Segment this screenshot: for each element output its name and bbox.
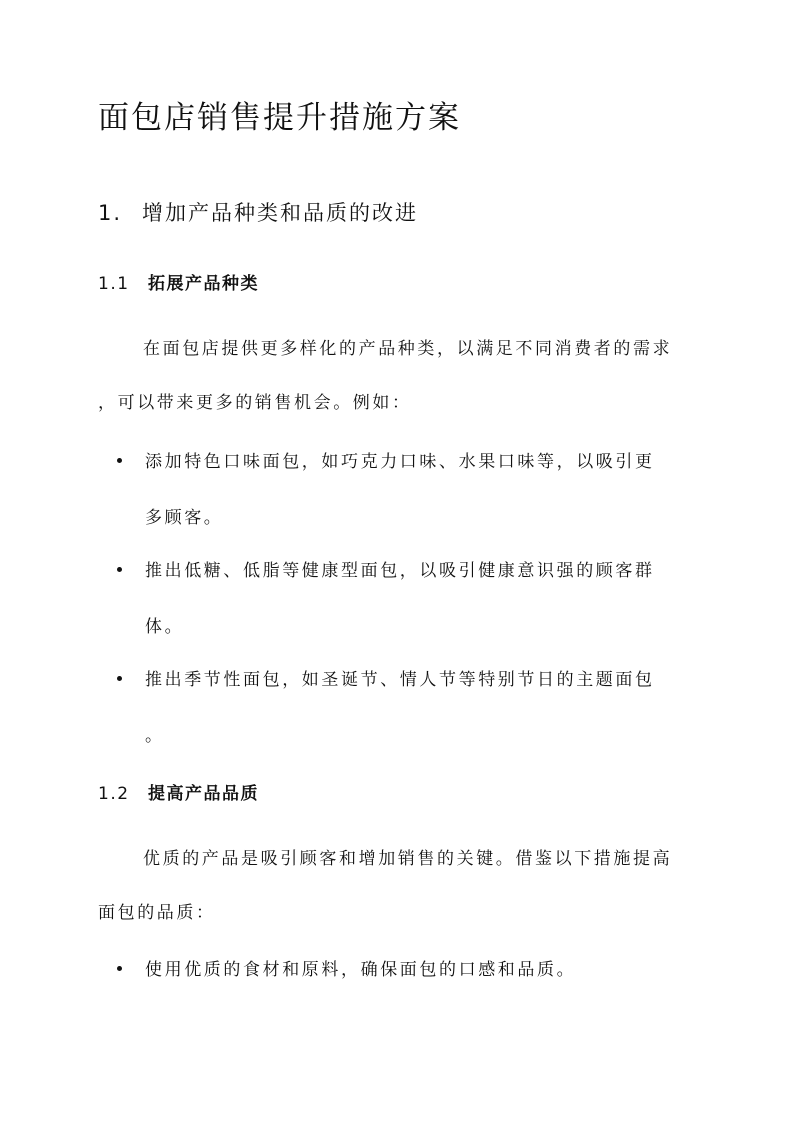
list-item [117, 942, 697, 998]
subsection-1-2-title: 提高产品品质 [148, 784, 259, 804]
list-item-line: 推出季节性面包，如圣诞节、情人节等特别节日的主题面包 [145, 670, 655, 690]
subsection-1-2-intro [98, 832, 708, 940]
paragraph-line: 面包的品质： [98, 903, 216, 923]
list-item [117, 434, 697, 546]
section-1-title: 增加产品种类和品质的改进 [142, 201, 418, 225]
paragraph-line: ，可以带来更多的销售机会。例如： [98, 393, 412, 413]
paragraph-line: 在面包店提供更多样化的产品种类，以满足不同消费者的需求 [143, 339, 673, 359]
document-title: 面包店销售提升措施方案 [98, 100, 461, 136]
bullet-icon [117, 966, 122, 971]
subsection-1-2-number: 1.2 [98, 784, 130, 804]
subsection-1-2-heading [98, 780, 259, 808]
subsection-1-1-number: 1.1 [98, 274, 130, 294]
list-item-line: 推出低糖、低脂等健康型面包，以吸引健康意识强的顾客群 [145, 561, 655, 581]
subsection-1-1-heading [98, 270, 259, 298]
list-item-line: 使用优质的食材和原料，确保面包的口感和品质。 [145, 960, 577, 980]
subsection-1-1-intro [98, 322, 708, 430]
list-item-line: 。 [145, 726, 165, 746]
bullet-icon [117, 676, 122, 681]
paragraph-line: 优质的产品是吸引顾客和增加销售的关键。借鉴以下措施提高 [143, 849, 673, 869]
section-1-heading [98, 196, 418, 230]
section-1-number: 1. [98, 201, 123, 225]
bullet-icon [117, 458, 122, 463]
list-item-line: 添加特色口味面包，如巧克力口味、水果口味等，以吸引更 [145, 452, 655, 472]
list-item [117, 652, 697, 764]
subsection-1-1-title: 拓展产品种类 [148, 274, 259, 294]
list-item-line: 多顾客。 [145, 508, 224, 528]
list-item-line: 体。 [145, 617, 185, 637]
bullet-icon [117, 567, 122, 572]
list-item [117, 543, 697, 655]
